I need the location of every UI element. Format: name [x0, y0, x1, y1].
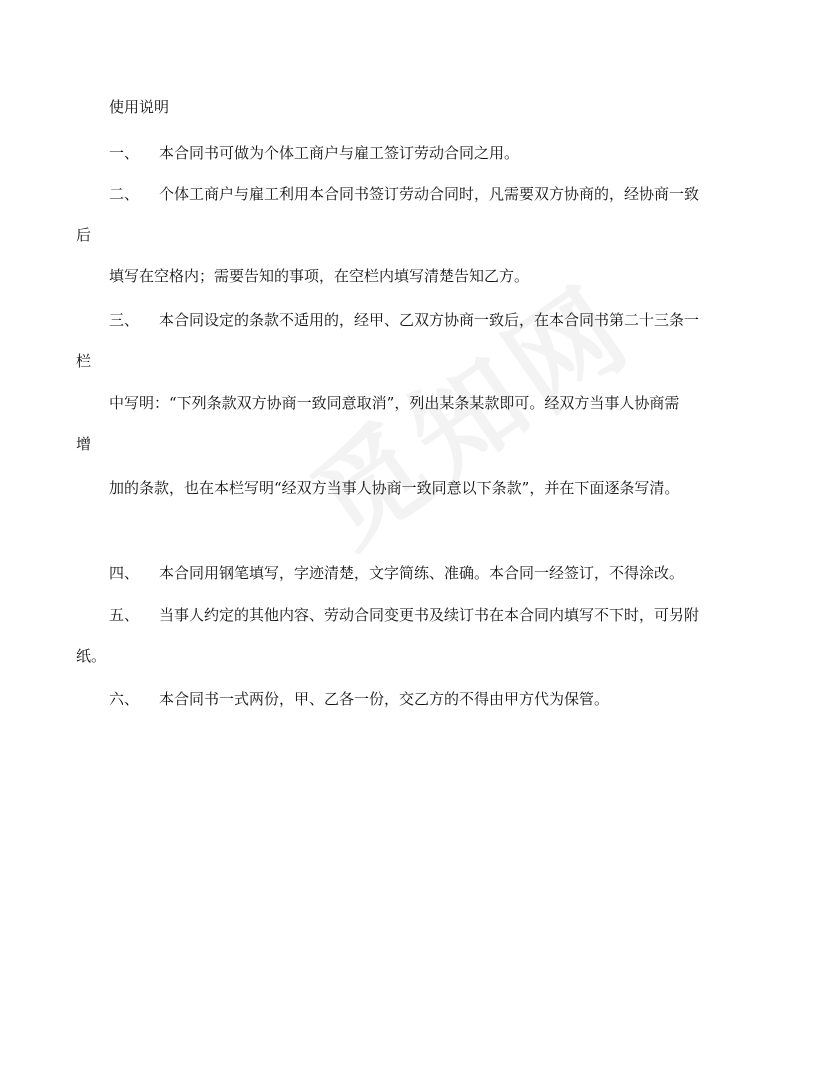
item-4 [109, 563, 684, 583]
item-3-continuation-2: 加的条款，也在本栏写明“经双方当事人协商一致同意以下条款”，并在下面逐条写清。 [109, 479, 680, 497]
item-3 [109, 310, 699, 330]
item-6 [109, 689, 609, 709]
item-6-text: 本合同书一式两份，甲、乙各一份，交乙方的不得由甲方代为保管。 [159, 690, 610, 708]
item-6-number: 六、 [109, 690, 140, 708]
item-4-text: 本合同用钢笔填写，字迹清楚，文字简练、准确。本合同一经签订，不得涂改。 [159, 564, 685, 582]
item-4-number: 四、 [109, 564, 140, 582]
item-1-number: 一、 [109, 144, 140, 162]
item-5 [109, 605, 699, 625]
doc-title: 使用说明 [109, 98, 170, 116]
item-3-wrap-2: 增 [76, 435, 92, 453]
item-5-text: 当事人约定的其他内容、劳动合同变更书及续订书在本合同内填写不下时，可另附 [159, 606, 700, 624]
item-3-continuation-1: 中写明：“下列条款双方协商一致同意取消”，列出某条某款即可。经双方当事人协商需 [109, 394, 680, 412]
item-3-text: 本合同设定的条款不适用的，经甲、乙双方协商一致后，在本合同书第二十三条一 [159, 311, 700, 329]
item-5-number: 五、 [109, 606, 140, 624]
item-3-wrap: 栏 [76, 352, 92, 370]
item-2-wrap: 后 [76, 226, 92, 244]
item-1-text: 本合同书可做为个体工商户与雇工签订劳动合同之用。 [159, 144, 520, 162]
item-3-number: 三、 [109, 311, 140, 329]
item-2-continuation: 填写在空格内；需要告知的事项，在空栏内填写清楚告知乙方。 [109, 267, 530, 285]
item-1 [109, 143, 519, 163]
item-2-text: 个体工商户与雇工利用本合同书签订劳动合同时，凡需要双方协商的，经协商一致 [159, 185, 700, 203]
item-5-wrap: 纸。 [76, 647, 107, 665]
item-2 [109, 184, 699, 204]
item-2-number: 二、 [109, 185, 140, 203]
